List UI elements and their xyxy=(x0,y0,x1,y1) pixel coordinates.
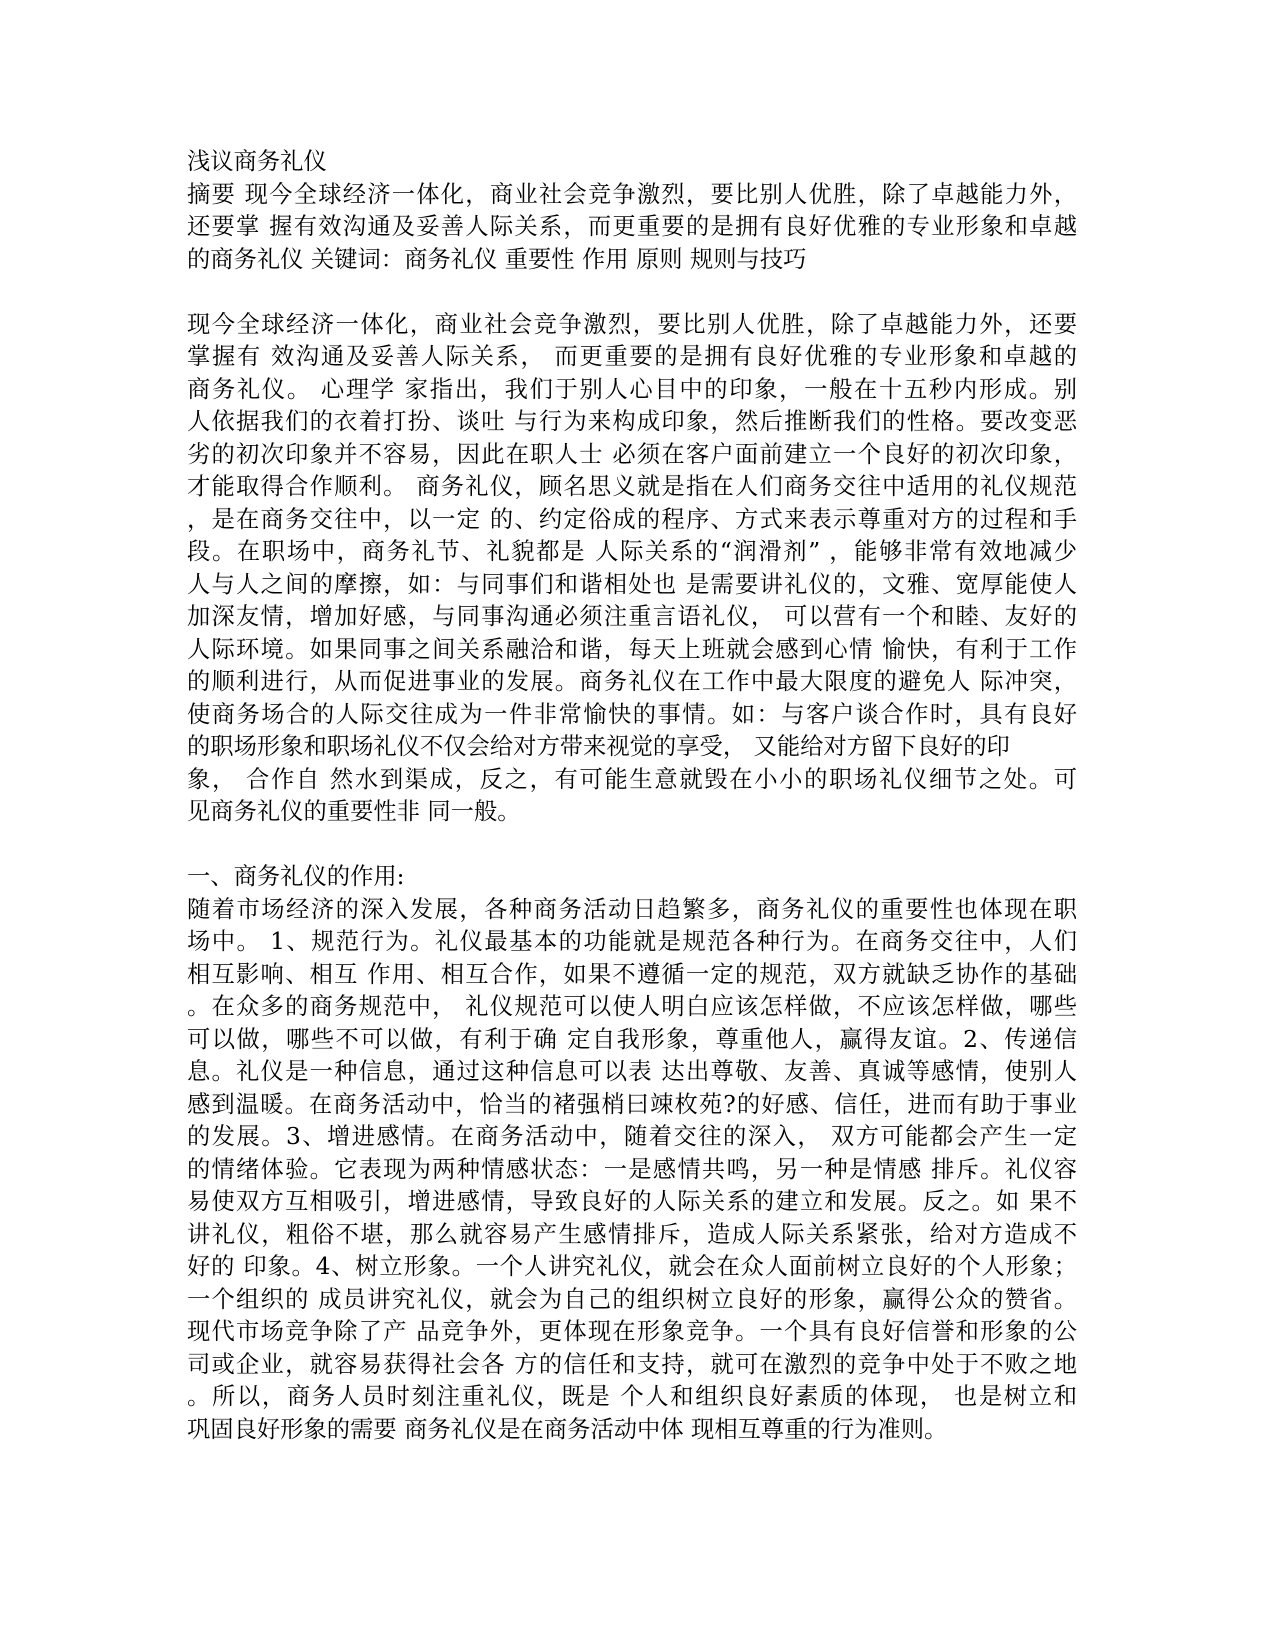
abstract-line: 还要掌 握有效沟通及妥善人际关系，而更重要的是拥有良好优雅的专业形象和卓越 xyxy=(187,213,1077,240)
paragraph-line: 商务礼仪。 心理学 家指出，我们于别人心目中的印象，一般在十五秒内形成。别 xyxy=(187,375,1077,403)
paragraph-line: 讲礼仪，粗俗不堪，那么就容易产生感情排斥，造成人际关系紧张，给对方造成不 xyxy=(187,1220,1077,1248)
paragraph-line: 加深友情，增加好感，与同事沟通必须注重言语礼仪， 可以营有一个和睦、友好的 xyxy=(187,603,1077,630)
paragraph-line: 人依据我们的衣着打扮、谈吐 与行为来构成印象，然后推断我们的性格。要改变恶 xyxy=(187,408,1077,435)
paragraph-line: 好的 印象。4、树立形象。一个人讲究礼仪，就会在众人面前树立良好的个人形象； xyxy=(187,1253,1077,1280)
intro-paragraph xyxy=(187,309,1077,829)
paragraph-line: 一个组织的 成员讲究礼仪，就会为自己的组织树立良好的形象，赢得公众的赞省。 xyxy=(187,1285,1077,1313)
paragraph-line: 感到温暖。在商务活动中，恰当的褚强梢曰竦枚苑?的好感、信任，进而有助于事业 xyxy=(187,1090,1077,1118)
paragraph-line: 可以做，哪些不可以做，有利于确 定自我形象，尊重他人，赢得友谊。2、传递信 xyxy=(187,1025,1077,1053)
paragraph-line: 象， 合作自 然水到渠成，反之，有可能生意就毁在小小的职场礼仪细节之处。可 xyxy=(187,765,1077,793)
paragraph-line: 现今全球经济一体化，商业社会竞争激烈，要比别人优胜，除了卓越能力外，还要 xyxy=(187,310,1077,338)
paragraph-line: 人际环境。如果同事之间关系融洽和谐，每天上班就会感到心情 愉快，有利于工作 xyxy=(187,635,1077,663)
paragraph-line: 。在众多的商务规范中， 礼仪规范可以使人明白应该怎样做，不应该怎样做，哪些 xyxy=(187,993,1077,1020)
paragraph-gap xyxy=(187,276,1077,309)
paragraph-line: 的情绪体验。它表现为两种情感状态：一是感情共鸣，另一种是情感 排斥。礼仪容 xyxy=(187,1155,1077,1183)
section-heading: 一、商务礼仪的作用: xyxy=(187,863,405,890)
paragraph-line: 人与人之间的摩擦，如：与同事们和谐相处也 是需要讲礼仪的，文雅、宽厚能使人 xyxy=(187,570,1077,598)
abstract-line: 的商务礼仪 关键词：商务礼仪 重要性 作用 原则 规则与技巧 xyxy=(187,245,807,273)
document-title: 浅议商务礼仪 xyxy=(187,148,327,175)
document-page xyxy=(187,146,1077,1446)
paragraph-line: 的职场形象和职场礼仪不仅会给对方带来视觉的享受， 又能给对方留下良好的印 xyxy=(187,733,1010,760)
abstract-line: 摘要 现今全球经济一体化，商业社会竞争激烈，要比别人优胜，除了卓越能力外， xyxy=(187,180,1077,208)
paragraph-line: 易使双方互相吸引，增进感情，导致良好的人际关系的建立和发展。反之。如 果不 xyxy=(187,1188,1077,1215)
paragraph-line: 的顺利进行，从而促进事业的发展。商务礼仪在工作中最大限度的避免人 际冲突， xyxy=(187,668,1077,695)
paragraph-line: 场中。 1、规范行为。礼仪最基本的功能就是规范各种行为。在商务交往中，人们 xyxy=(187,928,1077,955)
paragraph-line: 司或企业，就容易获得社会各 方的信任和支持，就可在激烈的竞争中处于不败之地 xyxy=(187,1350,1077,1378)
paragraph-line: ，是在商务交往中，以一定 的、约定俗成的程序、方式来表示尊重对方的过程和手 xyxy=(187,505,1077,533)
paragraph-gap xyxy=(187,829,1077,862)
paragraph-line: 见商务礼仪的重要性非 同一般。 xyxy=(187,798,521,825)
paragraph-line: 段。在职场中，商务礼节、礼貌都是 人际关系的“润滑剂” ，能够非常有效地减少 xyxy=(187,538,1077,565)
paragraph-line: 相互影响、相互 作用、相互合作，如果不遵循一定的规范，双方就缺乏协作的基础 xyxy=(187,960,1077,988)
paragraph-line: 才能取得合作顺利。 商务礼仪，顾名思义就是指在人们商务交往中适用的礼仪规范 xyxy=(187,473,1077,500)
paragraph-line: 的发展。3、增进感情。在商务活动中，随着交往的深入， 双方可能都会产生一定 xyxy=(187,1123,1077,1150)
paragraph-line: 使商务场合的人际交往成为一件非常愉快的事情。如：与客户谈合作时，具有良好 xyxy=(187,700,1077,728)
paragraph-line: 息。礼仪是一种信息，通过这种信息可以表 达出尊敬、友善、真诚等感情，使别人 xyxy=(187,1058,1077,1085)
paragraph-line: 随着市场经济的深入发展，各种商务活动日趋繁多，商务礼仪的重要性也体现在职 xyxy=(187,895,1077,923)
paragraph-line: 劣的初次印象并不容易，因此在职人士 必须在客户面前建立一个良好的初次印象， xyxy=(187,440,1077,468)
paragraph-line: 巩固良好形象的需要 商务礼仪是在商务活动中体 现相互尊重的行为准则。 xyxy=(187,1415,948,1443)
section-paragraph xyxy=(187,894,1077,1447)
paragraph-line: 。所以，商务人员时刻注重礼仪，既是 个人和组织良好素质的体现， 也是树立和 xyxy=(187,1383,1077,1410)
paragraph-line: 掌握有 效沟通及妥善人际关系， 而更重要的是拥有良好优雅的专业形象和卓越的 xyxy=(187,343,1077,370)
abstract xyxy=(187,179,1077,277)
paragraph-line: 现代市场竞争除了产 品竞争外，更体现在形象竞争。一个具有良好信誉和形象的公 xyxy=(187,1318,1077,1345)
